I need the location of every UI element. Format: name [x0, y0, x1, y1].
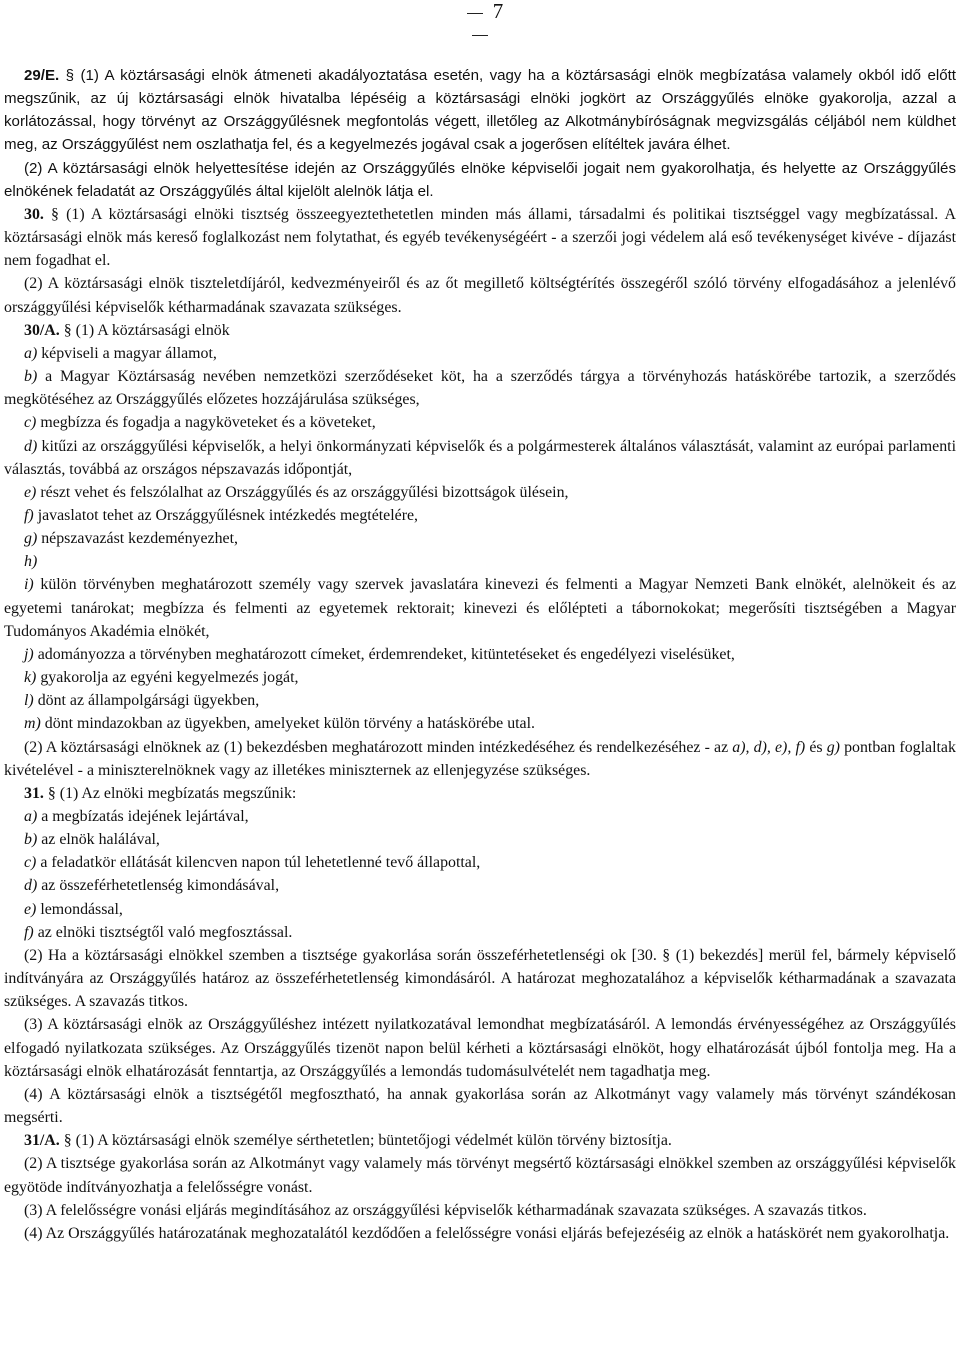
- list-item-i: [4, 573, 956, 642]
- list-item-a: [4, 805, 956, 828]
- list-item-j: [4, 643, 956, 666]
- list-text: lemondással,: [40, 900, 123, 918]
- list-text: képviseli a magyar államot,: [41, 344, 217, 362]
- list-letter: c): [24, 854, 37, 872]
- point-ref: a),: [732, 738, 750, 756]
- section-number: 31.: [24, 784, 44, 802]
- list-item-l: [4, 689, 956, 712]
- list-text: a feladatkör ellátását kilencven napon túl lehetetlenné tevő állapottal,: [40, 854, 481, 872]
- list-letter: k): [24, 669, 37, 687]
- list-item-c: [4, 851, 956, 874]
- list-text: a megbízatás idejének lejártával,: [41, 808, 249, 825]
- list-letter: f): [24, 923, 34, 941]
- paragraph-text: (2) A köztársasági elnöknek az (1) bekezdésben meghatározott minden intézkedéséhez és rendelkezéséhez - az: [24, 738, 729, 756]
- list-item-e: [4, 481, 956, 504]
- document-body: [4, 64, 956, 1245]
- list-item-d: [4, 435, 956, 481]
- list-letter: e): [24, 483, 37, 501]
- page-number: [440, 0, 520, 22]
- section-31-paragraph-3: [4, 1013, 956, 1082]
- section-29e-paragraph-1: [4, 64, 956, 157]
- list-letter: b): [24, 831, 38, 849]
- list-letter: j): [24, 645, 34, 663]
- list-text: népszavazást kezdeményezhet,: [41, 530, 238, 548]
- point-ref: f): [795, 738, 806, 756]
- paragraph-text: (4) A köztársasági elnök a tisztségétől megfosztható, ha annak gyakorlása során az Alkotmányt vagy valamely más törvényt szándékosan megsérti.: [4, 1085, 956, 1127]
- paragraph-text: § (1) A köztársasági elnök: [63, 321, 230, 339]
- list-item-g: [4, 527, 956, 550]
- page-number-dash-right: [472, 35, 488, 36]
- page-number-dash-left: [467, 13, 483, 14]
- list-letter: h): [24, 553, 38, 571]
- section-31-paragraph-2: [4, 944, 956, 1013]
- paragraph-text: (2) Ha a köztársasági elnökkel szemben a tisztsége gyakorlása során összeférhetetlenségi ok [30. § (1) bekezdés] merül fel, bármely képviselő indítványára az Országgyűlés határoz az összeférhetetlenség kimondásáról. A határozat meghozatalához a képviselők kétharmadának a szavazata szükséges. A szavazás titkos.: [4, 946, 956, 1011]
- list-item-d: [4, 874, 956, 897]
- list-letter: i): [24, 576, 34, 594]
- section-29e-paragraph-2: [4, 157, 956, 203]
- paragraph-text: (3) A felelősségre vonási eljárás megindításához az országgyűlési képviselők kétharmadának szavazata szükséges. A szavazás titkos.: [24, 1201, 867, 1219]
- list-item-m: [4, 712, 956, 735]
- list-text: gyakorolja az egyéni kegyelmezés jogát,: [40, 669, 299, 687]
- paragraph-text: (2) A tisztsége gyakorlása során az Alkotmányt vagy valamely más törvényt megsértő köztársasági elnökkel szemben az országgyűlési képviselők egyötöde indítványozhatja a felelősségre vonást.: [4, 1155, 956, 1196]
- list-letter: e): [24, 900, 37, 918]
- list-item-c: [4, 411, 956, 434]
- list-letter: d): [24, 437, 38, 455]
- section-number: 30/A.: [24, 321, 60, 339]
- list-text: kitűzi az országgyűlési képviselők, a helyi önkormányzati képviselők és a polgármesterek általános választását, valamint az európai parlamenti választás, továbbá az országos népszavazás időpontját,: [4, 437, 956, 478]
- list-item-h: [4, 550, 956, 573]
- paragraph-text: (2) A köztársasági elnök helyettesítése idején az Országgyűlés elnöke képviselői jogait nem gyakorolhatja, és helyette az Országgyűlés elnökének feladatát az Országgyűlés által kijelölt alelnök látja el.: [4, 159, 956, 200]
- list-text: az elnöki tisztségtől való megfosztással.: [37, 923, 293, 941]
- section-number: 30.: [24, 205, 44, 223]
- paragraph-text: § (1) A köztársasági elnök személye sérthetetlen; büntetőjogi védelmét külön törvény biztosítja.: [63, 1132, 672, 1150]
- list-item-f: [4, 921, 956, 944]
- list-letter: l): [24, 692, 34, 710]
- section-number: 29/E.: [24, 67, 60, 84]
- list-letter: m): [24, 715, 41, 733]
- list-text: a Magyar Köztársaság nevében nemzetközi szerződéseket köt, ha a szerződés tárgya a törvényhozás hatáskörébe tartozik, a szerződés megkötéséhez az Országgyűlés előzetes hozzájárulása szükséges,: [4, 368, 956, 409]
- paragraph-text: § (1) Az elnöki megbízatás megszűnik:: [47, 784, 297, 802]
- section-30-paragraph-2: [4, 272, 956, 318]
- section-30a-paragraph-1: [4, 319, 956, 342]
- list-item-f: [4, 504, 956, 527]
- paragraph-text: (4) Az Országgyűlés határozatának meghozatalától kezdődően a felelősségre vonási eljárás befejezéséig az elnök a hatáskörét nem gyakorolhatja.: [24, 1224, 950, 1242]
- section-30-paragraph-1: [4, 203, 956, 272]
- point-ref: g): [826, 738, 840, 756]
- list-letter: a): [24, 808, 38, 825]
- section-31a-paragraph-2: [4, 1152, 956, 1198]
- list-text: dönt az állampolgársági ügyekben,: [37, 692, 260, 710]
- list-text: javaslatot tehet az Országgyűlésnek intézkedés megtételére,: [37, 506, 419, 524]
- section-31-paragraph-4: [4, 1083, 956, 1129]
- section-31a-paragraph-1: [4, 1129, 956, 1152]
- paragraph-text: (2) A köztársasági elnök tiszteletdíjáról, kedvezményeiről és az őt megillető költségtérítés összegéről szóló törvény elfogadásához a jelenlévő országgyűlési képviselők kétharmadának szavazata szükséges.: [4, 275, 956, 316]
- point-ref: d),: [753, 738, 771, 756]
- section-31-paragraph-1: [4, 782, 956, 805]
- list-text: az elnök halálával,: [41, 831, 160, 849]
- section-30a-paragraph-2: [4, 736, 956, 782]
- paragraph-text: pontban foglaltak kivételével - a miniszterelnöknek vagy az illetékes miniszternek az ellenjegyzése szükséges.: [4, 738, 956, 779]
- list-text: adományozza a törvényben meghatározott címeket, érdemrendeket, kitüntetéseket és engedélyezi viselésüket,: [37, 645, 735, 663]
- list-letter: a): [24, 344, 38, 362]
- section-31a-paragraph-4: [4, 1222, 956, 1245]
- list-item-b: [4, 828, 956, 851]
- point-ref: e),: [774, 738, 792, 756]
- section-number: 31/A.: [24, 1132, 60, 1150]
- paragraph-text: § (1) A köztársasági elnöki tisztség összeegyeztethetetlen minden más állami, társadalmi és politikai tisztséggel vagy megbízatással. A köztársasági elnök más kereső foglalkozást nem folytathat, és egyéb tevékenységéért - a szerzői jogi védelem alá eső tevékenységet kivéve - díjazást nem fogadhat el.: [4, 205, 956, 270]
- list-letter: c): [24, 414, 37, 432]
- list-text: dönt mindazokban az ügyekben, amelyeket külön törvény a hatáskörébe utal.: [44, 715, 536, 733]
- list-item-b: [4, 365, 956, 411]
- list-text: részt vehet és felszólalhat az Országgyűlés és az országgyűlési bizottságok ülésein,: [40, 483, 569, 501]
- list-letter: d): [24, 877, 38, 895]
- list-letter: b): [24, 368, 38, 386]
- conjunction: és: [809, 738, 823, 756]
- list-item-e: [4, 898, 956, 921]
- list-item-a: [4, 342, 956, 365]
- list-item-k: [4, 666, 956, 689]
- list-letter: g): [24, 530, 38, 548]
- list-text: az összeférhetetlenség kimondásával,: [41, 877, 280, 895]
- list-text: külön törvényben meghatározott személy vagy szervek javaslatára kinevezi és felmenti a Magyar Nemzeti Bank elnökét, alelnökeit és az egyetemi tanárokat; megbízza és felmenti az egyetemek rektorait; kinevezi és előlépteti a tábornokokat; megerősíti tisztségében a Magyar Tudományos Akadémia elnökét,: [4, 576, 956, 640]
- list-text: megbízza és fogadja a nagyköveteket és a követeket,: [40, 414, 376, 432]
- paragraph-text: § (1) A köztársasági elnök átmeneti akadályoztatása esetén, vagy ha a köztársasági elnök megbízatása valamely okból idő előtt megszűnik, az új köztársasági elnök hivatalba lépéséig a köztársasági elnöki jogkört az Országgyűlés elnöke gyakorolja, azzal a korlátozással, hogy törvényt az Országgyűlésnek megfontolás végett, illetőleg az Alkotmánybíróságnak megvizsgálás céljából nem küldhet meg, az Országgyűlést nem oszlathatja fel, és a kegyelmezés jogával csak a jogerősen elítéltek javára élhet.: [4, 67, 956, 154]
- paragraph-text: (3) A köztársasági elnök az Országgyűléshez intézett nyilatkozatával lemondhat megbízatásáról. A lemondás érvényességéhez az Országgyűlés elfogadó nyilatkozata szükséges. Az Országgyűlés tizenöt napon belül kérheti a köztársasági elnököt, hogy elhatározását újból fontolja meg. Ha a köztársasági elnök elhatározását fenntartja, az Országgyűlés a lemondás tudomásulvételét nem tagadhatja meg.: [4, 1016, 956, 1080]
- list-letter: f): [24, 506, 34, 524]
- section-31a-paragraph-3: [4, 1199, 956, 1222]
- page-number-value: 7: [492, 0, 504, 23]
